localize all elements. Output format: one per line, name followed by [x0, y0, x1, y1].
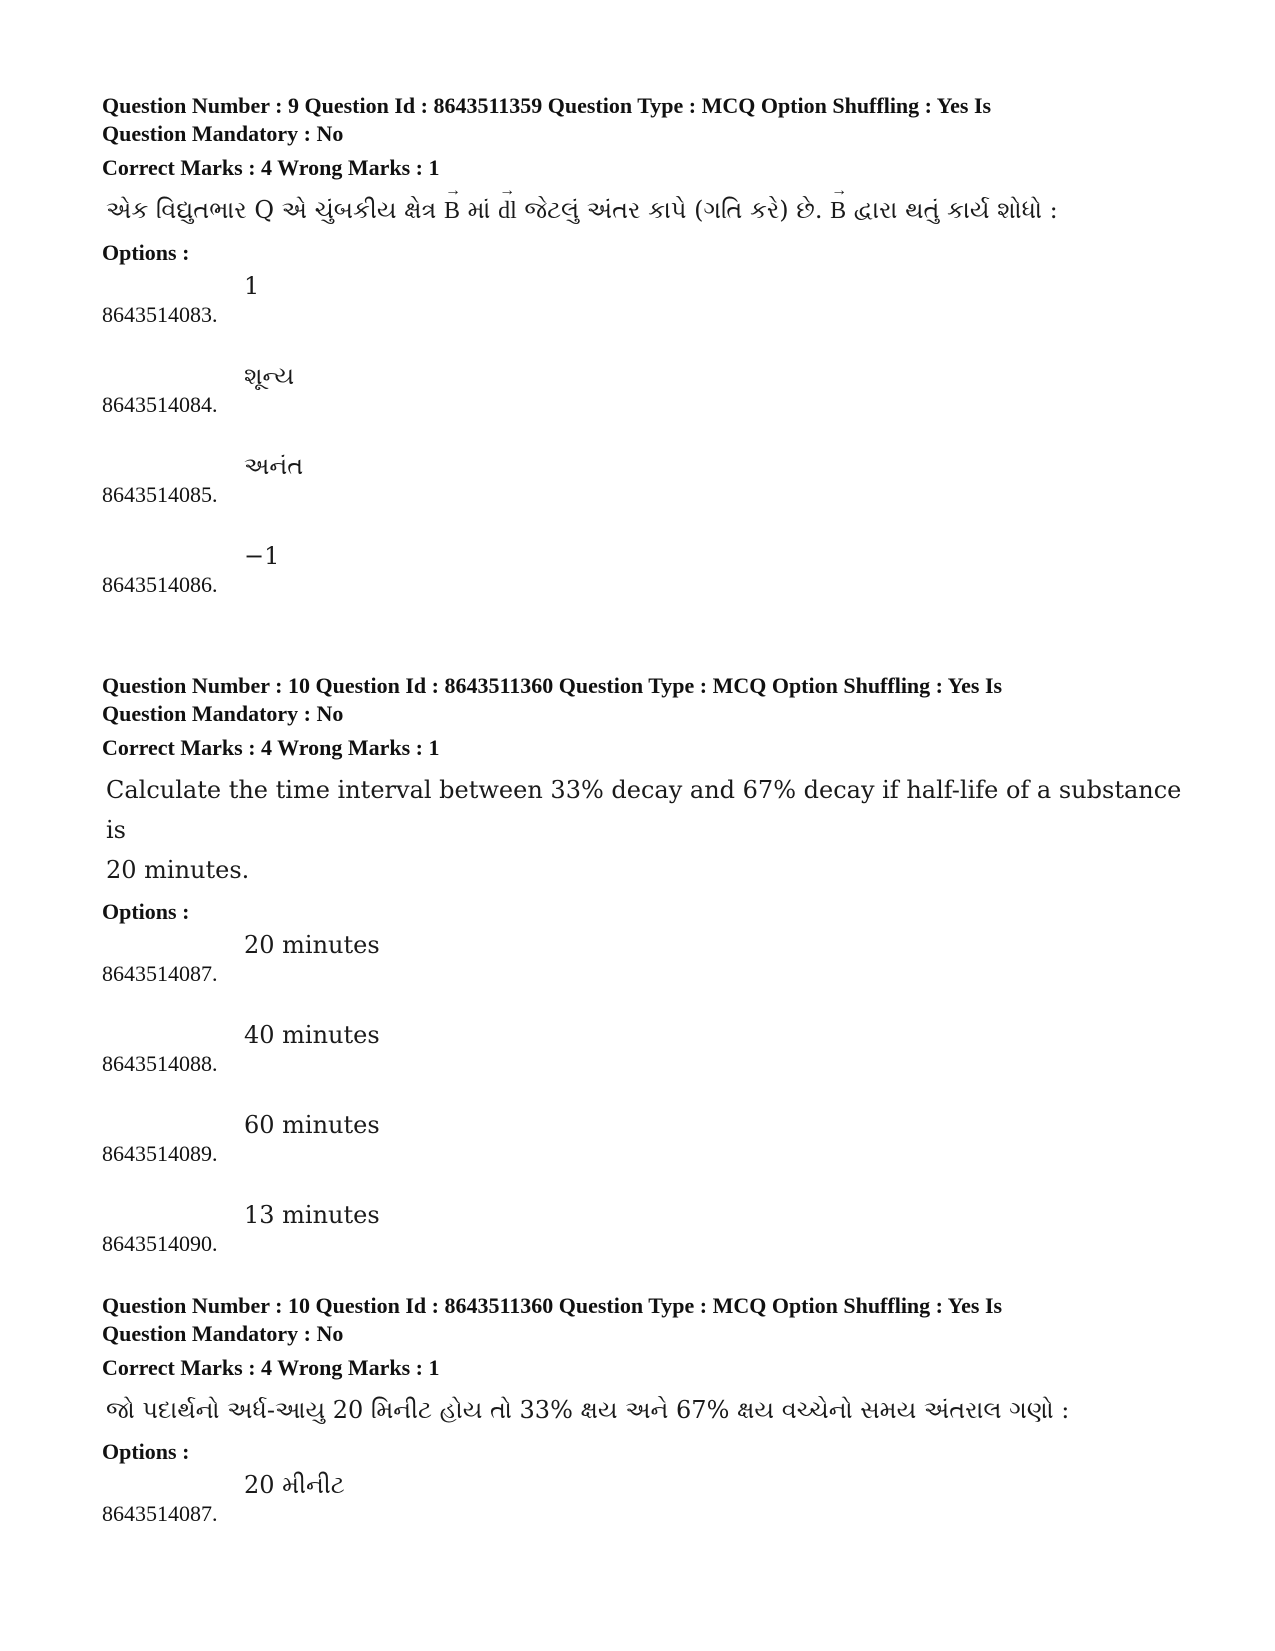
- question-stem: [106, 770, 1182, 890]
- option-text: 20 મીનીટ: [244, 1471, 345, 1499]
- option-text: −1: [244, 542, 280, 570]
- question-marks: Correct Marks : 4 Wrong Marks : 1: [102, 735, 440, 760]
- question-marks: Correct Marks : 4 Wrong Marks : 1: [102, 1355, 440, 1380]
- option-item: [102, 537, 1182, 627]
- option-item: [102, 1016, 1182, 1106]
- option-id: 8643514090.: [102, 1231, 218, 1256]
- question-header-line2: Question Mandatory : No: [102, 1321, 344, 1346]
- option-id: 8643514089.: [102, 1141, 218, 1166]
- option-id: 8643514086.: [102, 572, 218, 597]
- option-id: 8643514084.: [102, 392, 218, 417]
- vector-dl: → dl: [498, 191, 517, 231]
- options-label: Options :: [102, 1439, 190, 1464]
- options-label: Options :: [102, 240, 190, 265]
- option-text: 13 minutes: [244, 1201, 380, 1229]
- option-item: [102, 267, 1182, 357]
- question-header-line2: Question Mandatory : No: [102, 701, 344, 726]
- option-item: [102, 357, 1182, 447]
- stem-text: દ્વારા થતું કાર્ય શોધો :: [846, 196, 1058, 224]
- vector-b: → B: [444, 191, 460, 231]
- question-block-10-english: [102, 672, 1182, 1286]
- option-item: [102, 1106, 1182, 1196]
- option-text: 1: [244, 272, 260, 300]
- question-header-line2: Question Mandatory : No: [102, 121, 344, 146]
- question-marks: Correct Marks : 4 Wrong Marks : 1: [102, 155, 440, 180]
- question-stem: [106, 1390, 1182, 1430]
- question-header-line1: Question Number : 9 Question Id : 8643511359 Question Type : MCQ Option Shuffling : Yes Is: [102, 93, 992, 118]
- option-item: [102, 926, 1182, 1016]
- option-text: અનંત: [244, 452, 304, 480]
- stem-text: માં: [459, 196, 499, 224]
- option-id: 8643514085.: [102, 482, 218, 507]
- option-id: 8643514088.: [102, 1051, 218, 1076]
- option-item: [102, 1196, 1182, 1286]
- option-text: શૂન્ય: [244, 362, 295, 390]
- stem-line: 20 minutes.: [106, 856, 250, 884]
- stem-line: Calculate the time interval between 33% decay and 67% decay if half-life of a substance is: [106, 776, 1182, 844]
- stem-text: એક વિદ્યુતભાર Q એ ચુંબકીય ક્ષેત્ર: [106, 196, 444, 224]
- option-id: 8643514087.: [102, 961, 218, 986]
- option-id: 8643514083.: [102, 302, 218, 327]
- option-text: 60 minutes: [244, 1111, 380, 1139]
- stem-line: જો પદાર્થનો અર્ધ-આયુ 20 મિનીટ હોય તો 33% ક્ષય અને 67% ક્ષય વચ્ચેનો સમય અંતરાલ ગણો :: [106, 1396, 1070, 1424]
- question-block-9: [102, 92, 1182, 627]
- option-text: 20 minutes: [244, 931, 380, 959]
- vector-b: → B: [830, 191, 846, 231]
- stem-text: જેટલું અંતર કાપે (ગતિ કરે) છે.: [516, 196, 831, 224]
- question-header-line1: Question Number : 10 Question Id : 8643511360 Question Type : MCQ Option Shuffling : Yes Is: [102, 1293, 1003, 1318]
- option-text: 40 minutes: [244, 1021, 380, 1049]
- question-header-line1: Question Number : 10 Question Id : 8643511360 Question Type : MCQ Option Shuffling : Yes Is: [102, 673, 1003, 698]
- option-item: [102, 447, 1182, 537]
- question-stem: [106, 190, 1182, 231]
- option-id: 8643514087.: [102, 1501, 218, 1526]
- question-block-10-gujarati: [102, 1292, 1182, 1556]
- option-item: [102, 1466, 1182, 1556]
- options-label: Options :: [102, 899, 190, 924]
